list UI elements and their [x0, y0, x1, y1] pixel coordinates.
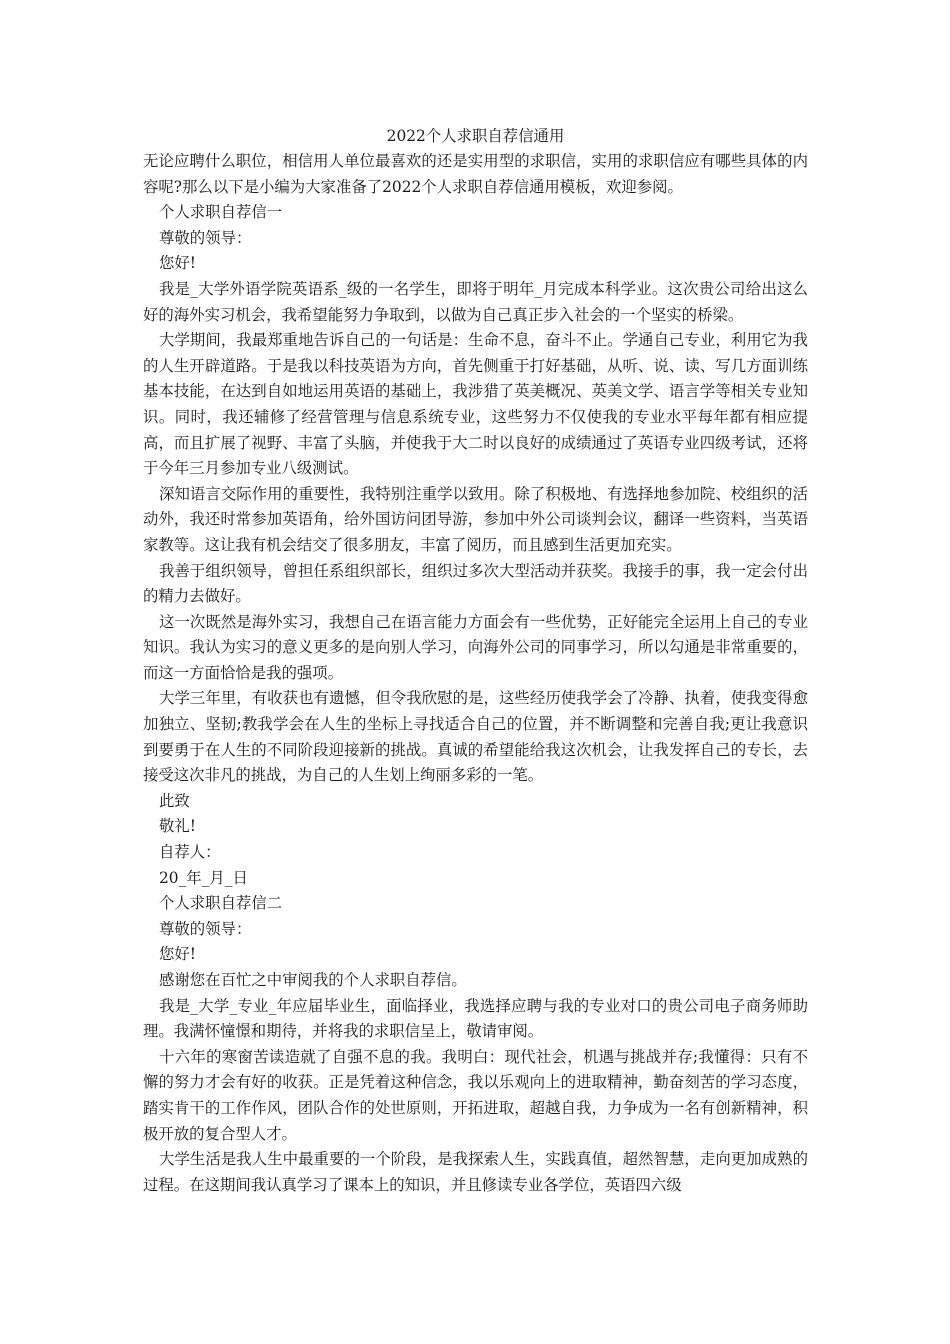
body-paragraph: 这一次既然是海外实习，我想自己在语言能力方面会有一些优势，正好能完全运用上自己的专业知识。我认为实习的意义更多的是向别人学习，向海外公司的同事学习，所以勾通是非常重要的，而这一方面恰恰是我的强项。	[143, 612, 808, 682]
body-paragraph: 十六年的寒窗苦读造就了自强不息的我。我明白：现代社会，机遇与挑战并存;我懂得：只有不懈的努力才会有好的收获。正是凭着这种信念，我以乐观向上的进取精神，勤奋刻苦的学习态度，踏实肯干的工作作风，团队合作的处世原则，开拓进取，超越自我，力争成为一名有创新精神，积极开放的复合型人才。	[143, 1047, 808, 1143]
body-paragraph: 您好!	[159, 254, 196, 273]
body-paragraph: 20_年_月_日	[159, 868, 248, 887]
document-body	[143, 124, 808, 1198]
body-paragraph: 此致	[159, 791, 190, 810]
paragraph-list	[143, 200, 808, 1198]
body-paragraph: 大学三年里，有收获也有遗憾，但令我欣慰的是，这些经历使我学会了冷静、执着，使我变得愈加独立、坚韧;教我学会在人生的坐标上寻找适合自己的位置，并不断调整和完善自我;更让我意识到要勇于在人生的不同阶段迎接新的挑战。真诚的希望能给我这次机会，让我发挥自己的专长，去接受这次非凡的挑战，为自己的人生划上绚丽多彩的一笔。	[143, 689, 808, 785]
body-paragraph: 我是_大学_专业_年应届毕业生，面临择业，我选择应聘与我的专业对口的贵公司电子商务师助理。我满怀憧憬和期待，并将我的求职信呈上，敬请审阅。	[143, 996, 808, 1041]
body-paragraph: 尊敬的领导：	[159, 919, 252, 938]
body-paragraph: 深知语言交际作用的重要性，我特别注重学以致用。除了积极地、有选择地参加院、校组织的活动外，我还时常参加英语角，给外国访问团导游，参加中外公司谈判会议，翻译一些资料，当英语家教等。这让我有机会结交了很多朋友，丰富了阅历，而且感到生活更加充实。	[143, 484, 808, 554]
body-paragraph: 我是_大学外语学院英语系_级的一名学生，即将于明年_月完成本科学业。这次贵公司给出这么好的海外实习机会，我希望能努力争取到，以做为自己真正步入社会的一个坚实的桥梁。	[143, 279, 808, 324]
body-paragraph: 我善于组织领导，曾担任系组织部长，组织过多次大型活动并获奖。我接手的事，我一定会付出的精力去做好。	[143, 561, 808, 606]
body-paragraph: 敬礼!	[159, 817, 196, 836]
body-paragraph: 个人求职自荐信二	[159, 894, 283, 913]
document-title: 2022个人求职自荐信通用	[386, 127, 565, 145]
body-paragraph: 大学期间，我最郑重地告诉自己的一句话是：生命不息，奋斗不止。学通自己专业，利用它为我的人生开辟道路。于是我以科技英语为方向，首先侧重于打好基础，从听、说、读、写几方面训练基本技能，在达到自如地运用英语的基础上，我涉猎了英美概况、英美文学、语言学等相关专业知识。同时，我还辅修了经营管理与信息系统专业，这些努力不仅使我的专业水平每年都有相应提高，而且扩展了视野、丰富了头脑，并使我于大二时以良好的成绩通过了英语专业四级考试，还将于今年三月参加专业八级测试。	[143, 331, 808, 478]
intro-paragraph: 无论应聘什么职位，相信用人单位最喜欢的还是实用型的求职信，实用的求职信应有哪些具体的内容呢?那么以下是小编为大家准备了2022个人求职自荐信通用模板，欢迎参阅。	[143, 152, 808, 196]
body-paragraph: 您好!	[159, 945, 196, 964]
body-paragraph: 感谢您在百忙之中审阅我的个人求职自荐信。	[159, 971, 467, 989]
body-paragraph: 自荐人：	[159, 843, 221, 862]
body-paragraph: 个人求职自荐信一	[159, 203, 283, 222]
body-paragraph: 大学生活是我人生中最重要的一个阶段，是我探索人生，实践真值，超然智慧，走向更加成熟的过程。在这期间我认真学习了课本上的知识，并且修读专业各学位，英语四六级	[143, 1150, 808, 1194]
body-paragraph: 尊敬的领导：	[159, 228, 252, 247]
